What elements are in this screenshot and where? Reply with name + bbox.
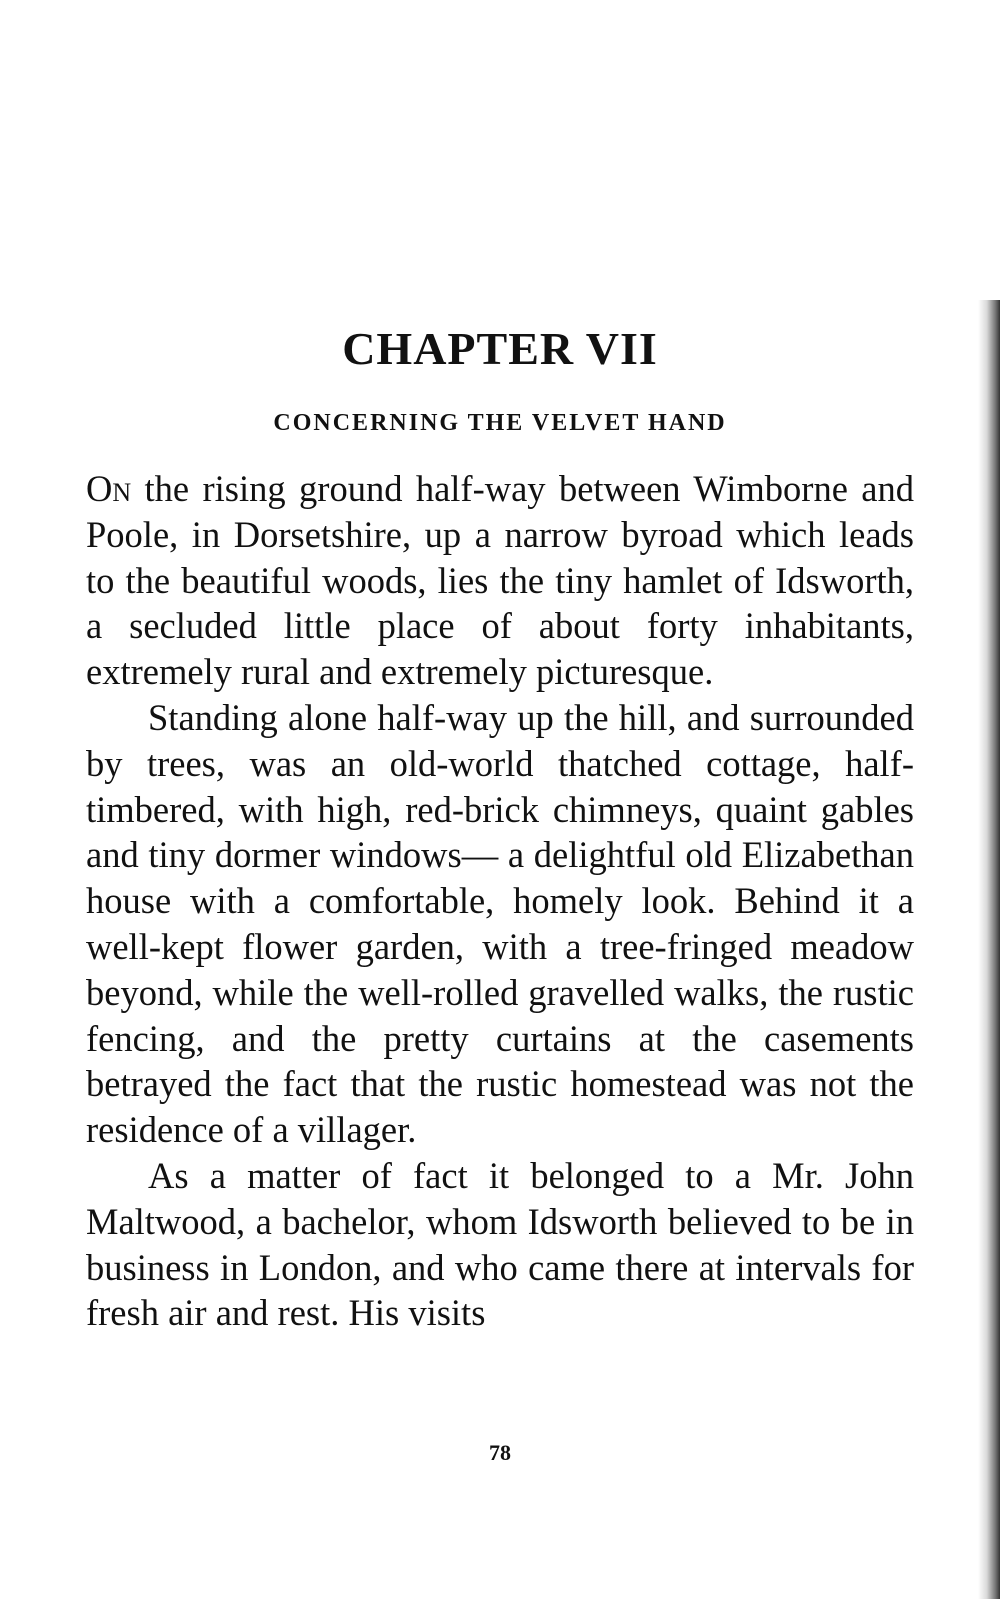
- chapter-subtitle: CONCERNING THE VELVET HAND: [273, 410, 727, 436]
- paragraph-1: [86, 466, 914, 695]
- paragraph-2: Standing alone half-way up the hill, and surrounded by trees, was an old-world thatched cottage, half-timbered, with high, red-brick chimneys, quaint gables and tiny dormer windows— a delightful old Elizabethan house with a comfortable, homely look. Behind it a well-kept flower garden, with a tree-fringed meadow beyond, while the well-rolled gravelled walks, the rustic fencing, and the pretty curtains at the casements betrayed the fact that the rustic homestead was not the residence of a villager.: [86, 696, 914, 1151]
- paragraph-3: As a matter of fact it belonged to a Mr. John Maltwood, a bachelor, whom Idsworth believed to be in business in London, and who came there at intervals for fresh air and rest. His visits: [86, 1154, 914, 1334]
- paragraph-1-text: the rising ground half-way between Wimborne and Poole, in Dorsetshire, up a narrow byroad which leads to the beautiful woods, lies the tiny hamlet of Idsworth, a secluded little place of about forty inhabitants, extremely rural and extremely picturesque.: [86, 468, 914, 693]
- chapter-body: [86, 466, 914, 1336]
- page-number: 78: [489, 1440, 511, 1465]
- page-edge-shadow: [978, 300, 1000, 1599]
- drop-lead-word: On: [86, 468, 132, 509]
- chapter-title: CHAPTER VII: [342, 323, 658, 374]
